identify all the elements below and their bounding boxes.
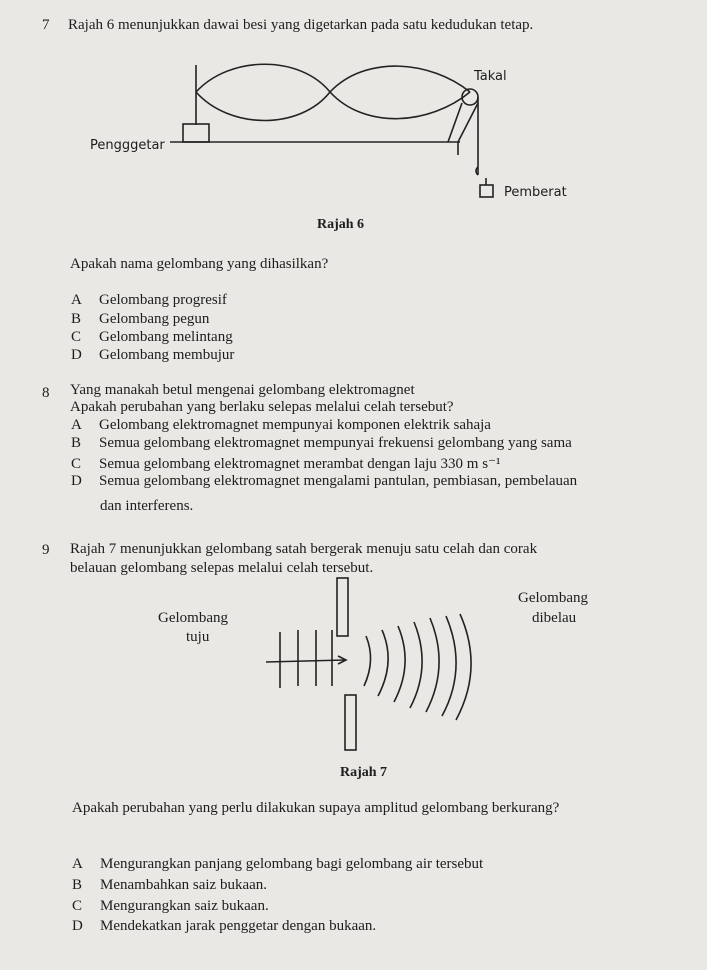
option-text: Gelombang elektromagnet mempunyai komponen elektrik sahaja bbox=[99, 417, 491, 433]
option-letter: C bbox=[72, 898, 83, 914]
label-incident-1: Gelombang bbox=[158, 610, 228, 626]
label-pemberat: Pemberat bbox=[504, 185, 567, 200]
label-takal: Takal bbox=[474, 69, 507, 84]
option-text: Gelombang progresif bbox=[99, 292, 227, 308]
option-text: Gelombang melintang bbox=[99, 329, 233, 345]
option-letter: B bbox=[71, 311, 82, 327]
option-text: Semua gelombang elektromagnet mengalami pantulan, pembiasan, pembelauan bbox=[99, 473, 578, 489]
option-text: Menambahkan saiz bukaan. bbox=[100, 877, 268, 893]
label-diffracted-1: Gelombang bbox=[518, 590, 588, 606]
diffracted-wave bbox=[442, 616, 456, 716]
diffracted-wave bbox=[364, 636, 371, 686]
option-text: Mengurangkan panjang gelombang bagi gelombang air tersebut bbox=[100, 856, 484, 872]
option-letter: D bbox=[71, 473, 82, 489]
diffracted-wave bbox=[410, 622, 422, 708]
diffracted-wave bbox=[378, 630, 388, 696]
option-letter: A bbox=[71, 292, 82, 308]
diffracted-wave bbox=[426, 618, 439, 712]
diffracted-wave bbox=[394, 626, 405, 702]
barrier-bottom bbox=[345, 695, 356, 750]
q8-number: 8 bbox=[42, 385, 50, 401]
q8-option-d-cont: dan interferens. bbox=[100, 498, 194, 514]
q7-number: 7 bbox=[42, 17, 50, 33]
q9-question: Apakah perubahan yang perlu dilakukan supaya amplitud gelombang berkurang? bbox=[72, 800, 560, 816]
option-letter: B bbox=[71, 435, 82, 451]
option-text: Semua gelombang elektromagnet mempunyai frekuensi gelombang yang sama bbox=[99, 435, 572, 451]
option-letter: C bbox=[71, 456, 82, 472]
option-text: Mendekatkan jarak penggetar dengan bukaan. bbox=[100, 918, 377, 934]
option-letter: D bbox=[71, 347, 82, 363]
q7-stem: Rajah 6 menunjukkan dawai besi yang digetarkan pada satu kedudukan tetap. bbox=[68, 17, 534, 33]
barrier-top bbox=[337, 578, 348, 636]
q9-option-c bbox=[72, 898, 269, 915]
q9-line2: belauan gelombang selepas melalui celah tersebut. bbox=[70, 560, 374, 576]
q8-line1: Yang manakah betul mengenai gelombang elektromagnet bbox=[70, 382, 415, 398]
option-text: Gelombang membujur bbox=[99, 347, 235, 363]
option-text: Mengurangkan saiz bukaan. bbox=[100, 898, 269, 914]
label-diffracted-2: dibelau bbox=[532, 610, 577, 626]
q9-number: 9 bbox=[42, 542, 50, 558]
q9-option-d bbox=[72, 918, 376, 935]
option-letter: B bbox=[72, 877, 83, 893]
figure-7-caption: Rajah 7 bbox=[340, 765, 388, 780]
q9-option-a bbox=[72, 856, 483, 873]
option-letter: D bbox=[72, 918, 83, 934]
option-letter: A bbox=[72, 856, 83, 872]
figure-6-caption: Rajah 6 bbox=[317, 217, 365, 232]
direction-arrow bbox=[266, 660, 345, 662]
option-text: Semua gelombang elektromagnet merambat dengan laju 330 m s⁻¹ bbox=[99, 456, 501, 472]
label-penggetar: Pengggetar bbox=[90, 138, 165, 153]
option-letter: C bbox=[71, 329, 82, 345]
q7-question: Apakah nama gelombang yang dihasilkan? bbox=[70, 256, 329, 272]
q9-line1: Rajah 7 menunjukkan gelombang satah bergerak menuju satu celah dan corak bbox=[70, 541, 538, 557]
option-letter: A bbox=[71, 417, 82, 433]
q8-line2: Apakah perubahan yang berlaku selepas melalui celah tersebut? bbox=[70, 399, 454, 415]
label-incident-2: tuju bbox=[186, 629, 210, 645]
q9-option-b bbox=[72, 877, 267, 894]
option-text: Gelombang pegun bbox=[99, 311, 210, 327]
diffracted-wave bbox=[456, 614, 471, 720]
